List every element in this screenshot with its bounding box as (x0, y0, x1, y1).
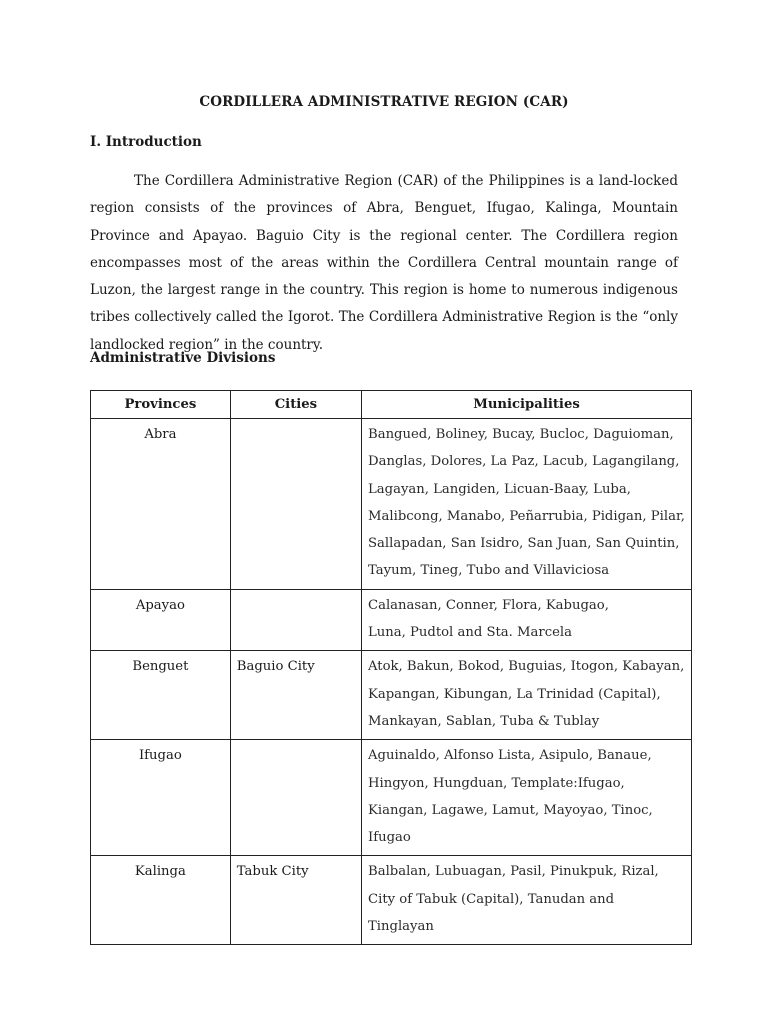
municipalities-cell (362, 856, 692, 945)
province-cell: Abra (91, 419, 231, 590)
municipalities-line: Hingyon, Hungduan, Template:Ifugao, (368, 775, 625, 791)
city-cell (230, 589, 361, 651)
municipalities-line: Atok, Bakun, Bokod, Buguias, Itogon, Kabayan, (368, 659, 685, 675)
province-cell: Benguet (91, 651, 231, 740)
city-cell (230, 419, 361, 590)
municipalities-line: Lagayan, Langiden, Licuan-Baay, Luba, (368, 481, 631, 497)
municipalities-line: Danglas, Dolores, La Paz, Lacub, Lagangilang, (368, 454, 680, 470)
administrative-divisions-table (90, 390, 692, 945)
header-municipalities: Municipalities (362, 391, 692, 419)
table-row (91, 419, 692, 590)
table-body (91, 419, 692, 945)
municipalities-line: City of Tabuk (Capital), Tanudan and (368, 891, 615, 907)
municipalities-cell (362, 651, 692, 740)
municipalities-cell (362, 589, 692, 651)
city-cell (230, 740, 361, 856)
introduction-paragraph: The Cordillera Administrative Region (CAR) of the Philippines is a land-locked region consists of the provinces of Abra, Benguet, Ifugao, Kalinga, Mountain Province and Apayao. Baguio City is the regional center. The Cordillera region encompasses most of the areas within the Cordillera Central mountain range of Luzon, the largest range in the country. This region is home to numerous indigenous tribes collectively called the Igorot. The Cordillera Administrative Region is the “only landlocked region” in the country. (90, 173, 678, 353)
province-cell: Ifugao (91, 740, 231, 856)
province-cell: Kalinga (91, 856, 231, 945)
municipalities-line: Luna, Pudtol and Sta. Marcela (368, 625, 572, 641)
municipalities-line: Kapangan, Kibungan, La Trinidad (Capital), (368, 686, 661, 702)
municipalities-line: Aguinaldo, Alfonso Lista, Asipulo, Banaue, (368, 748, 652, 764)
introduction-heading: I. Introduction (90, 134, 202, 150)
city-cell: Baguio City (230, 651, 361, 740)
table-row (91, 589, 692, 651)
municipalities-line: Calanasan, Conner, Flora, Kabugao, (368, 597, 609, 613)
document-title: CORDILLERA ADMINISTRATIVE REGION (CAR) (199, 94, 569, 110)
municipalities-cell (362, 419, 692, 590)
municipalities-line: Kiangan, Lagawe, Lamut, Mayoyao, Tinoc, (368, 802, 653, 818)
municipalities-line: Tayum, Tineg, Tubo and Villaviciosa (368, 563, 610, 579)
municipalities-line: Malibcong, Manabo, Peñarrubia, Pidigan, Pilar, (368, 508, 685, 524)
table-row (91, 651, 692, 740)
table-header-row (91, 391, 692, 419)
table-row (91, 856, 692, 945)
administrative-divisions-heading: Administrative Divisions (90, 350, 276, 366)
municipalities-cell (362, 740, 692, 856)
municipalities-line: Bangued, Boliney, Bucay, Bucloc, Daguioman, (368, 427, 674, 442)
table-row (91, 740, 692, 856)
municipalities-line: Sallapadan, San Isidro, San Juan, San Quintin, (368, 536, 680, 552)
province-cell: Apayao (91, 589, 231, 651)
municipalities-line: Mankayan, Sablan, Tuba & Tublay (368, 713, 600, 729)
municipalities-line: Balbalan, Lubuagan, Pasil, Pinukpuk, Rizal, (368, 864, 659, 880)
header-cities: Cities (230, 391, 361, 419)
municipalities-line: Ifugao (368, 830, 411, 846)
municipalities-line: Tinglayan (368, 919, 434, 935)
city-cell: Tabuk City (230, 856, 361, 945)
header-provinces: Provinces (91, 391, 231, 419)
